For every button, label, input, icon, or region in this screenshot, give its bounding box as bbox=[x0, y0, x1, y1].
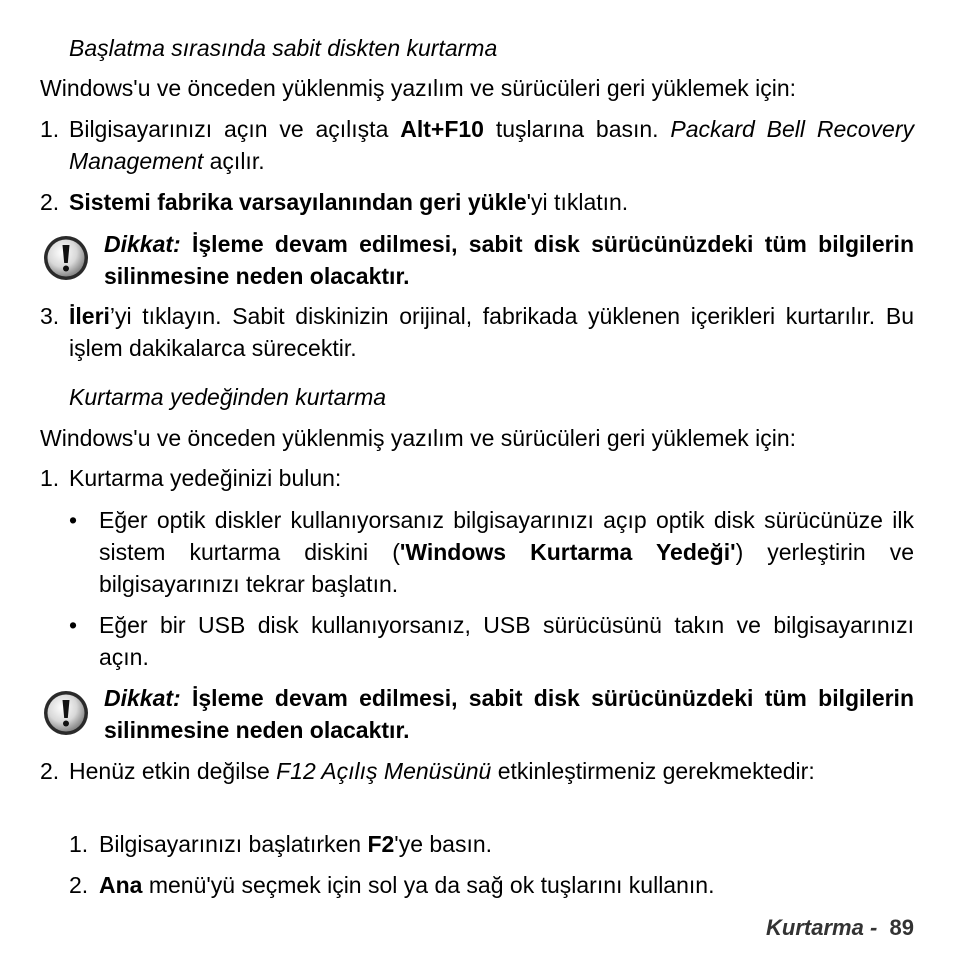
section-heading-hdd-recovery: Başlatma sırasında sabit diskten kurtarma bbox=[69, 35, 498, 61]
bullet-mark: • bbox=[69, 612, 78, 638]
step-number: 1. bbox=[40, 465, 60, 491]
substep-number: 2. bbox=[69, 872, 89, 898]
caution-note: Dikkat: İşleme devam edilmesi, sabit disk sürücünüzdeki tüm bilgilerin silinmesine neden olacaktır. bbox=[104, 685, 914, 743]
page-number: 89 bbox=[889, 915, 914, 940]
substep-2: Ana menü'yü seçmek için sol ya da sağ ok tuşlarını kullanın. bbox=[99, 872, 715, 898]
intro-paragraph: Windows'u ve önceden yüklenmiş yazılım ve sürücüleri geri yüklemek için: bbox=[40, 75, 797, 101]
key-combo: Alt+F10 bbox=[400, 116, 484, 142]
page-footer bbox=[766, 914, 914, 942]
step-2: Henüz etkin değilse F12 Açılış Menüsünü etkinleştirmeniz gerekmektedir: bbox=[69, 758, 815, 784]
footer-section: Kurtarma - bbox=[766, 915, 884, 940]
step-number: 3. bbox=[40, 303, 60, 329]
caution-label: Dikkat: bbox=[104, 231, 181, 257]
section-heading-backup-recovery: Kurtarma yedeğinden kurtarma bbox=[69, 384, 387, 410]
bullet-mark: • bbox=[69, 507, 78, 533]
step-number: 2. bbox=[40, 189, 60, 215]
caution-note: Dikkat: İşleme devam edilmesi, sabit disk sürücünüzdeki tüm bilgilerin silinmesine neden olacaktır. bbox=[104, 231, 914, 289]
bullet-optical-disk: Eğer optik diskler kullanıyorsanız bilgisayarınızı açıp optik disk sürücünüze ilk sistem kurtarma diskini ('Windows Kurtarma Yedeği') yerleştirin ve bilgisayarınızı tekrar başlatın. bbox=[99, 507, 914, 597]
step-1: Bilgisayarınızı açın ve açılışta Alt+F10 tuşlarına basın. Packard Bell Recovery Management açılır. bbox=[69, 116, 915, 174]
bullet-usb-disk: Eğer bir USB disk kullanıyorsanız, USB sürücüsünü takın ve bilgisayarınızı açın. bbox=[99, 612, 914, 670]
step-3: İleri’yi tıklayın. Sabit diskinizin orijinal, fabrikada yüklenen içerikleri kurtarılır. Bu işlem dakikalarca sürecektir. bbox=[69, 303, 914, 361]
substep-1: Bilgisayarınızı başlatırken F2'ye basın. bbox=[99, 831, 493, 857]
step-number: 2. bbox=[40, 758, 60, 784]
caution-label: Dikkat: bbox=[104, 685, 181, 711]
caution-icon bbox=[42, 689, 90, 737]
intro-paragraph: Windows'u ve önceden yüklenmiş yazılım ve sürücüleri geri yüklemek için: bbox=[40, 425, 797, 451]
step-2: Sistemi fabrika varsayılanından geri yükle'yi tıklatın. bbox=[69, 189, 629, 215]
caution-icon bbox=[42, 234, 90, 282]
step-1: Kurtarma yedeğinizi bulun: bbox=[69, 465, 342, 491]
step-number: 1. bbox=[40, 116, 60, 142]
substep-number: 1. bbox=[69, 831, 89, 857]
